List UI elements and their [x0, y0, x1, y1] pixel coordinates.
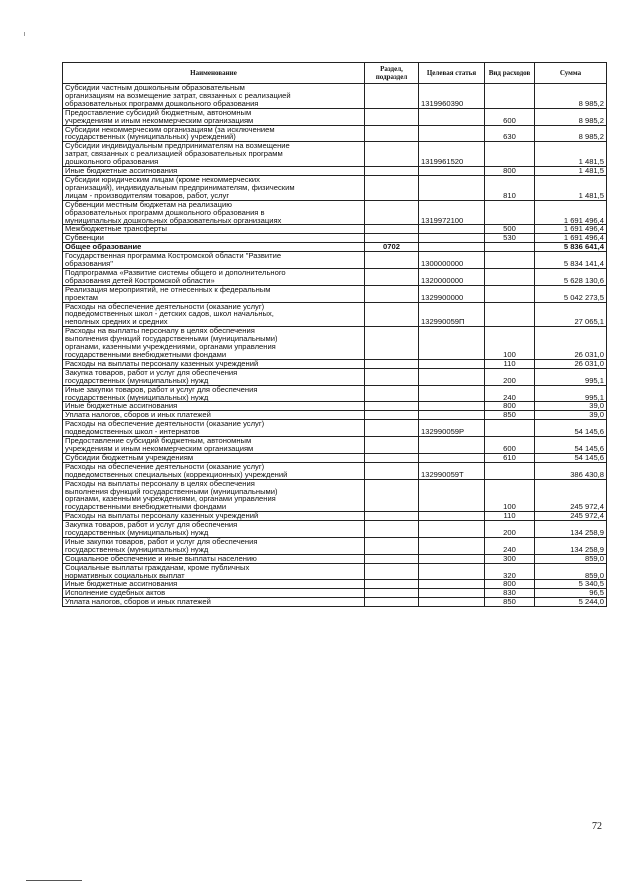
cell-sum: 5 244,0 — [535, 598, 607, 607]
cell-section — [365, 142, 419, 167]
cell-target: 1319960390 — [419, 84, 485, 109]
table-row — [63, 368, 607, 385]
cell-target — [419, 598, 485, 607]
cell-name-line: выполнения функций государственными (муниципальными) — [65, 486, 278, 496]
cell-section — [365, 512, 419, 521]
cell-sum: 1 481,5 — [535, 142, 607, 167]
cell-name — [63, 512, 365, 521]
cell-target: 1320000000 — [419, 268, 485, 285]
cell-target — [419, 521, 485, 538]
cell-section — [365, 589, 419, 598]
cell-sum: 5 628 130,6 — [535, 268, 607, 285]
cell-section — [365, 521, 419, 538]
cell-name — [63, 302, 365, 327]
cell-sum: 27 065,1 — [535, 302, 607, 327]
table-row — [63, 537, 607, 554]
cell-type: 300 — [485, 554, 535, 563]
cell-sum: 8 985,2 — [535, 84, 607, 109]
table-row — [63, 521, 607, 538]
cell-name — [63, 589, 365, 598]
cell-name — [63, 225, 365, 234]
table-row — [63, 200, 607, 225]
cell-section — [365, 453, 419, 462]
cell-name-line: Субвенции местным бюджетам на реализацию — [65, 200, 232, 209]
table-row — [63, 285, 607, 302]
cell-section — [365, 167, 419, 176]
cell-name-line: Предоставление субсидий бюджетным, автономным — [65, 108, 252, 117]
cell-target: 1329900000 — [419, 285, 485, 302]
cell-section — [365, 554, 419, 563]
cell-name-line: Расходы на выплаты персоналу казенных учреждений — [65, 511, 259, 521]
cell-name — [63, 327, 365, 360]
cell-section — [365, 368, 419, 385]
cell-section — [365, 462, 419, 479]
cell-type — [485, 268, 535, 285]
cell-section — [365, 125, 419, 142]
table-body — [63, 84, 607, 607]
cell-name — [63, 385, 365, 402]
cell-type: 800 — [485, 167, 535, 176]
cell-name — [63, 437, 365, 454]
cell-section — [365, 420, 419, 437]
cell-name-line: муниципальных дошкольных образовательных организациях — [65, 215, 282, 225]
cell-type — [485, 84, 535, 109]
cell-sum: 5 042 273,5 — [535, 285, 607, 302]
cell-section — [365, 268, 419, 285]
cell-name — [63, 125, 365, 142]
cell-sum: 245 972,4 — [535, 512, 607, 521]
cell-name-line: Расходы на выплаты персоналу казенных учреждений — [65, 359, 259, 368]
cell-name — [63, 598, 365, 607]
cell-name-line: Закупка товаров, работ и услуг для обеспечения — [65, 368, 238, 377]
cell-sum: 39,0 — [535, 411, 607, 420]
cell-type: 610 — [485, 453, 535, 462]
cell-section — [365, 563, 419, 580]
cell-name-line: Иные бюджетные ассигнования — [65, 579, 178, 589]
cell-sum: 8 985,2 — [535, 125, 607, 142]
cell-sum: 5 836 641,4 — [535, 243, 607, 252]
cell-target — [419, 453, 485, 462]
cell-name-line: Субсидии бюджетным учреждениям — [65, 453, 194, 462]
cell-section — [365, 175, 419, 200]
cell-name-line: Расходы на выплаты персоналу в целях обеспечения — [65, 479, 255, 488]
cell-type: 240 — [485, 385, 535, 402]
cell-sum: 859,0 — [535, 563, 607, 580]
table-row — [63, 167, 607, 176]
table-row — [63, 175, 607, 200]
table-row — [63, 125, 607, 142]
cell-sum: 995,1 — [535, 385, 607, 402]
cell-target — [419, 385, 485, 402]
cell-section — [365, 598, 419, 607]
table-row — [63, 554, 607, 563]
table-row — [63, 234, 607, 243]
cell-type — [485, 420, 535, 437]
cell-name-line: государственных (муниципальных) нужд — [65, 528, 209, 538]
cell-name — [63, 420, 365, 437]
cell-name — [63, 167, 365, 176]
cell-name-line: Иные закупки товаров, работ и услуг для обеспечения — [65, 385, 258, 394]
cell-sum: 8 985,2 — [535, 108, 607, 125]
cell-section: 0702 — [365, 243, 419, 252]
cell-name — [63, 479, 365, 512]
scan-mark — [24, 32, 25, 36]
cell-name-line: дошкольного образования — [65, 157, 159, 167]
table-row — [63, 142, 607, 167]
cell-name-line: подведомственных специальных (коррекционных) учреждений — [65, 469, 288, 479]
cell-type: 110 — [485, 512, 535, 521]
cell-sum: 96,5 — [535, 589, 607, 598]
cell-target — [419, 108, 485, 125]
table-row — [63, 479, 607, 512]
cell-name-line: Расходы на обеспечение деятельности (оказание услуг) — [65, 419, 265, 429]
cell-type: 850 — [485, 411, 535, 420]
cell-name-line: образовательных программ дошкольного образования в — [65, 207, 265, 217]
table-row — [63, 108, 607, 125]
cell-name-line: учреждениям и иным некоммерческим организациям — [65, 115, 254, 125]
cell-target — [419, 359, 485, 368]
cell-name-line: проектам — [65, 292, 99, 302]
cell-target — [419, 479, 485, 512]
cell-type: 830 — [485, 589, 535, 598]
cell-section — [365, 285, 419, 302]
cell-type: 100 — [485, 327, 535, 360]
cell-type: 200 — [485, 368, 535, 385]
cell-sum: 134 258,9 — [535, 537, 607, 554]
cell-sum: 5 340,5 — [535, 580, 607, 589]
cell-section — [365, 580, 419, 589]
table-header-row — [63, 63, 607, 84]
cell-name-line: Общее образование — [65, 242, 142, 252]
header-sum: Сумма — [535, 63, 607, 84]
cell-type: 100 — [485, 479, 535, 512]
table-row — [63, 402, 607, 411]
cell-type: 200 — [485, 521, 535, 538]
cell-name-line: Расходы на обеспечение деятельности (оказание услуг) — [65, 302, 265, 311]
cell-name — [63, 175, 365, 200]
cell-name — [63, 285, 365, 302]
cell-name-line: Подпрограмма «Развитие системы общего и дополнительного — [65, 268, 286, 277]
cell-section — [365, 108, 419, 125]
cell-target — [419, 580, 485, 589]
cell-type: 110 — [485, 359, 535, 368]
table-row — [63, 84, 607, 109]
cell-name-line: Уплата налогов, сборов и иных платежей — [65, 597, 211, 607]
cell-name-line: органами, казенными учреждениями, органами управления — [65, 342, 276, 352]
cell-name-line: подведомственных школ - интернатов — [65, 427, 200, 437]
cell-target — [419, 243, 485, 252]
cell-name-line: Субсидии частным дошкольным образовательным — [65, 83, 245, 92]
cell-target — [419, 234, 485, 243]
cell-name-line: нормативных социальных выплат — [65, 570, 185, 580]
cell-target: 1319972100 — [419, 200, 485, 225]
cell-name-line: Расходы на обеспечение деятельности (оказание услуг) — [65, 462, 265, 471]
cell-name-line: лицам - производителям товаров, работ, услуг — [65, 190, 230, 200]
table-row — [63, 385, 607, 402]
table-row — [63, 243, 607, 252]
cell-target: 132990059П — [419, 302, 485, 327]
cell-section — [365, 437, 419, 454]
cell-target — [419, 167, 485, 176]
cell-name — [63, 521, 365, 538]
cell-target: 1319961520 — [419, 142, 485, 167]
cell-section — [365, 225, 419, 234]
header-name: Наименование — [63, 63, 365, 84]
cell-name-line: Закупка товаров, работ и услуг для обеспечения — [65, 520, 238, 530]
cell-name-line: затрат, связанных с реализацией образовательных программ — [65, 149, 283, 159]
cell-section — [365, 252, 419, 269]
cell-sum: 1 481,5 — [535, 175, 607, 200]
cell-section — [365, 84, 419, 109]
budget-table — [62, 62, 607, 607]
table-row — [63, 359, 607, 368]
cell-name — [63, 411, 365, 420]
cell-type: 600 — [485, 437, 535, 454]
header-target: Целевая статья — [419, 63, 485, 84]
cell-sum: 5 834 141,4 — [535, 252, 607, 269]
cell-sum: 1 691 496,4 — [535, 225, 607, 234]
cell-name — [63, 108, 365, 125]
cell-name-line: организаций), индивидуальным предпринимателям, физическим — [65, 182, 295, 192]
cell-name-line: Иные бюджетные ассигнования — [65, 166, 178, 176]
cell-sum: 859,0 — [535, 554, 607, 563]
cell-name-line: Субвенции — [65, 233, 104, 243]
cell-name-line: Предоставление субсидий бюджетным, автономным — [65, 436, 252, 446]
cell-name-line: Уплата налогов, сборов и иных платежей — [65, 410, 211, 420]
cell-name — [63, 243, 365, 252]
cell-name-line: государственных (муниципальных) нужд — [65, 544, 209, 554]
cell-name — [63, 580, 365, 589]
cell-target — [419, 175, 485, 200]
cell-sum: 54 145,6 — [535, 420, 607, 437]
cell-name — [63, 402, 365, 411]
cell-section — [365, 537, 419, 554]
footer-rule — [26, 880, 82, 881]
cell-name — [63, 142, 365, 167]
cell-name-line: Реализация мероприятий, не отнесенных к федеральным — [65, 285, 271, 294]
cell-name-line: организациям на возмещение затрат, связанных с реализацией — [65, 90, 291, 100]
cell-sum: 134 258,9 — [535, 521, 607, 538]
cell-target — [419, 512, 485, 521]
cell-target — [419, 589, 485, 598]
table-row — [63, 420, 607, 437]
cell-name-line: государственных (муниципальных) нужд — [65, 392, 209, 402]
cell-type: 850 — [485, 598, 535, 607]
cell-name-line: Иные бюджетные ассигнования — [65, 401, 178, 411]
cell-section — [365, 359, 419, 368]
cell-sum: 54 145,6 — [535, 437, 607, 454]
cell-name-line: Межбюджетные трансферты — [65, 224, 167, 234]
table-row — [63, 453, 607, 462]
cell-target — [419, 563, 485, 580]
cell-name-line: подведомственных школ - детских садов, школ начальных, — [65, 309, 274, 319]
cell-sum: 995,1 — [535, 368, 607, 385]
cell-name — [63, 563, 365, 580]
cell-type — [485, 252, 535, 269]
cell-type: 500 — [485, 225, 535, 234]
cell-sum: 54 145,6 — [535, 453, 607, 462]
cell-target — [419, 368, 485, 385]
cell-target: 132990059Т — [419, 462, 485, 479]
header-type: Вид расходов — [485, 63, 535, 84]
cell-target — [419, 225, 485, 234]
cell-type — [485, 200, 535, 225]
table-row — [63, 225, 607, 234]
table-row — [63, 512, 607, 521]
cell-name-line: образовательных программ дошкольного образования — [65, 98, 259, 108]
cell-name — [63, 234, 365, 243]
table-row — [63, 589, 607, 598]
cell-section — [365, 411, 419, 420]
cell-name-line: государственных (муниципальных) учреждений) — [65, 132, 236, 142]
cell-name — [63, 462, 365, 479]
cell-name — [63, 252, 365, 269]
cell-name-line: Субсидии некоммерческим организациям (за исключением — [65, 125, 275, 134]
table-row — [63, 462, 607, 479]
cell-target: 1300000000 — [419, 252, 485, 269]
table-row — [63, 411, 607, 420]
cell-name-line: Исполнение судебных актов — [65, 588, 166, 598]
cell-target — [419, 327, 485, 360]
cell-name — [63, 84, 365, 109]
cell-type: 600 — [485, 108, 535, 125]
cell-type — [485, 285, 535, 302]
cell-name-line: Расходы на выплаты персоналу в целях обеспечения — [65, 326, 255, 336]
table-row — [63, 437, 607, 454]
cell-sum: 245 972,4 — [535, 479, 607, 512]
cell-name — [63, 453, 365, 462]
cell-name — [63, 537, 365, 554]
cell-name-line: учреждениям и иным некоммерческим организациям — [65, 443, 254, 453]
cell-sum: 39,0 — [535, 402, 607, 411]
cell-name-line: выполнения функций государственными (муниципальными) — [65, 334, 278, 344]
cell-sum: 26 031,0 — [535, 359, 607, 368]
cell-target — [419, 411, 485, 420]
table-row — [63, 302, 607, 327]
cell-name-line: органами, казенными учреждениями, органами управления — [65, 494, 276, 504]
cell-sum: 1 691 496,4 — [535, 200, 607, 225]
cell-target — [419, 437, 485, 454]
cell-type: 800 — [485, 580, 535, 589]
cell-name — [63, 200, 365, 225]
cell-name-line: государственными внебюджетными фондами — [65, 350, 227, 359]
cell-type: 530 — [485, 234, 535, 243]
cell-name-line: Государственная программа Костромской области "Развитие — [65, 251, 282, 261]
table-row — [63, 252, 607, 269]
cell-section — [365, 302, 419, 327]
table-row — [63, 268, 607, 285]
cell-name-line: Субсидии индивидуальным предпринимателям на возмещение — [65, 141, 290, 151]
cell-name-line: государственными внебюджетными фондами — [65, 502, 227, 512]
cell-name-line: образования детей Костромской области» — [65, 275, 215, 285]
cell-type — [485, 462, 535, 479]
cell-name-line: Социальное обеспечение и иные выплаты населению — [65, 554, 257, 563]
page-number: 72 — [592, 821, 602, 832]
cell-target: 132990059Р — [419, 420, 485, 437]
cell-section — [365, 200, 419, 225]
cell-target — [419, 554, 485, 563]
cell-name-line: неполных средних и средних — [65, 317, 168, 327]
cell-sum: 386 430,8 — [535, 462, 607, 479]
cell-type — [485, 302, 535, 327]
cell-section — [365, 479, 419, 512]
cell-section — [365, 234, 419, 243]
cell-name — [63, 268, 365, 285]
table-row — [63, 580, 607, 589]
cell-target — [419, 537, 485, 554]
cell-section — [365, 327, 419, 360]
cell-sum: 1 481,5 — [535, 167, 607, 176]
cell-target — [419, 402, 485, 411]
header-section: Раздел, подраздел — [365, 63, 419, 84]
cell-name-line: Иные закупки товаров, работ и услуг для обеспечения — [65, 537, 258, 546]
cell-name-line: Социальные выплаты гражданам, кроме публичных — [65, 563, 250, 572]
cell-type — [485, 243, 535, 252]
cell-section — [365, 385, 419, 402]
cell-name — [63, 359, 365, 368]
cell-sum: 26 031,0 — [535, 327, 607, 360]
cell-name-line: Субсидии юридическим лицам (кроме некоммерческих — [65, 175, 260, 184]
cell-type — [485, 142, 535, 167]
cell-name — [63, 368, 365, 385]
cell-type: 320 — [485, 563, 535, 580]
cell-target — [419, 125, 485, 142]
table-row — [63, 327, 607, 360]
cell-section — [365, 402, 419, 411]
table-row — [63, 563, 607, 580]
cell-sum: 1 691 496,4 — [535, 234, 607, 243]
cell-name — [63, 554, 365, 563]
table-row — [63, 598, 607, 607]
cell-name-line: образования" — [65, 259, 113, 269]
cell-name-line: государственных (муниципальных) нужд — [65, 375, 209, 385]
cell-type: 240 — [485, 537, 535, 554]
cell-type: 800 — [485, 402, 535, 411]
cell-type: 630 — [485, 125, 535, 142]
cell-type: 810 — [485, 175, 535, 200]
